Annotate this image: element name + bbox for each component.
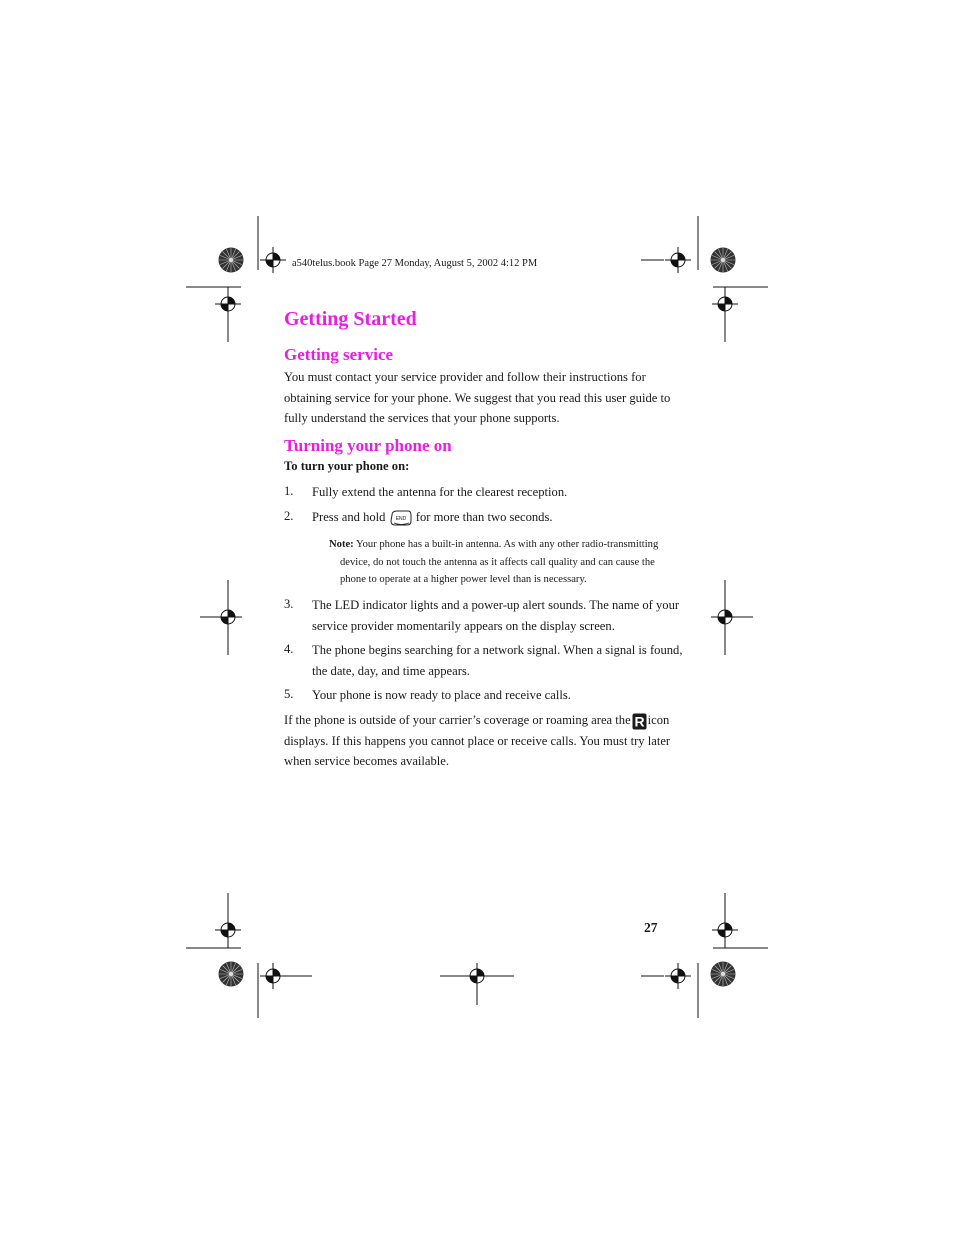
step-1-text: Fully extend the antenna for the clearest reception.: [312, 485, 568, 499]
step-number: 1.: [284, 484, 294, 498]
registration-star-mark: [711, 962, 736, 987]
page-number: 27: [644, 920, 658, 935]
print-slug: a540telus.book Page 27 Monday, August 5, 2002 4:12 PM: [292, 258, 538, 269]
registration-star-mark: [219, 962, 244, 987]
page-title: Getting Started: [284, 308, 417, 330]
antenna-note: Note: Your phone has a built-in antenna. As with any other radio-transmitting device, do not touch the antenna as it affects call quality and can cause the phone to operate at a higher power level than is necessary.: [329, 539, 659, 585]
roaming-r-icon: [632, 713, 647, 730]
step-number: 4.: [284, 642, 294, 656]
step-number: 3.: [284, 597, 294, 611]
section-heading-turning-phone-on: Turning your phone on: [284, 436, 452, 455]
step-5-text: Your phone is now ready to place and receive calls.: [312, 688, 571, 702]
svg-text:R: R: [634, 713, 645, 730]
step-4-text: The phone begins searching for a network signal. When a signal is found, the date, day, and time appears.: [312, 643, 683, 678]
roaming-paragraph: If the phone is outside of your carrier’s coverage or roaming area the R icon displays. If this happens you cannot place or receive calls. You must try later when service becomes available.: [284, 713, 671, 768]
procedure-heading: To turn your phone on:: [284, 459, 410, 473]
step-2-text: Press and hold END for more than two seconds.: [312, 507, 553, 528]
step-number: 2.: [284, 509, 294, 523]
svg-text:END: END: [395, 516, 406, 523]
registration-star-mark: [219, 248, 244, 273]
step-3-text: The LED indicator lights and a power-up alert sounds. The name of your service provider momentarily appears on the display screen.: [312, 598, 680, 633]
registration-star-mark: [711, 248, 736, 273]
getting-service-paragraph: You must contact your service provider and follow their instructions for obtaining service for your phone. We suggest that you read this user guide to fully understand the services that your phone supports.: [284, 370, 671, 425]
step-number: 5.: [284, 687, 294, 701]
section-heading-getting-service: Getting service: [284, 345, 394, 364]
end-power-key-icon: [389, 509, 413, 527]
